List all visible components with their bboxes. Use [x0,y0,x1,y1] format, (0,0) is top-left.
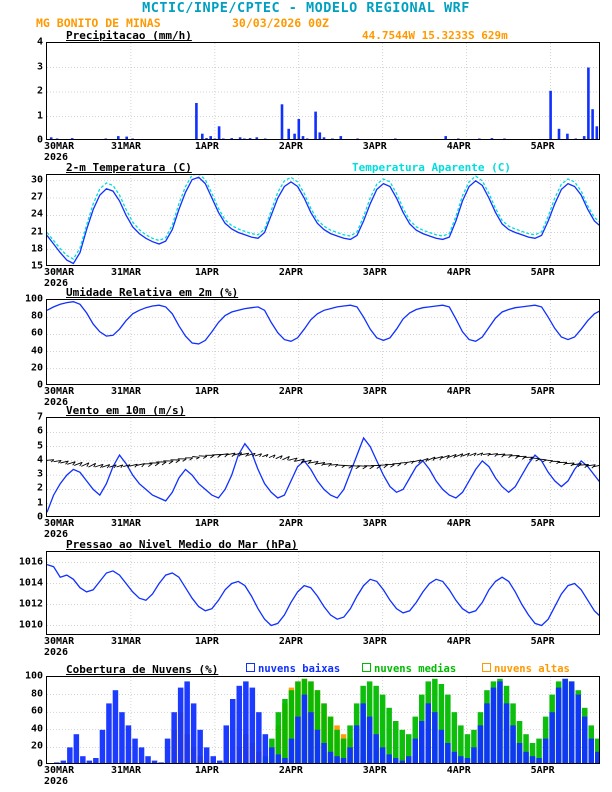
x-tick-label: 3APR [362,386,387,397]
y-tick-label: 1010 [18,619,43,630]
y-tick-label: 4 [36,36,43,48]
x-tick-label: 5APR [530,141,555,152]
year-label: 2026 [44,397,69,408]
x-tick-label: 30MAR [44,518,75,529]
y-tick-label: 30 [30,174,43,186]
x-tick-label: 30MAR [44,636,75,647]
y-tick-label: 40 [30,723,43,735]
y-tick-label: 1 [36,110,43,121]
x-tick-label: 4APR [446,386,471,397]
y-tick-label: 100 [24,670,43,682]
y-tick-label: 1012 [18,598,43,609]
y-tick-label: 80 [30,688,43,700]
x-tick-label: 3APR [362,518,387,529]
x-tick-label: 4APR [446,141,471,152]
y-tick-label: 1 [36,497,43,509]
y-tick-label: 20 [30,740,43,752]
x-tick-label: 2APR [278,386,303,397]
chart-legend-nuvens-altas: nuvens altas [482,663,570,675]
chart-title-temperature: 2-m Temperatura (C) [66,161,192,174]
x-tick-label: 1APR [194,386,219,397]
y-tick-label: 0 [36,379,43,391]
chart-title-cloud-cover: Cobertura de Nuvens (%) [66,663,219,676]
chart-legend-apparent-temp: Temperatura Aparente (C) [352,161,511,174]
x-tick-label: 31MAR [110,636,142,647]
year-label: 2026 [44,278,69,289]
y-tick-label: 15 [30,260,43,272]
y-tick-label: 6 [36,425,43,437]
y-tick-label: 1016 [18,556,43,567]
y-tick-label: 3 [36,61,43,72]
y-tick-label: 100 [24,293,43,305]
x-tick-label: 30MAR [44,267,75,278]
x-tick-label: 5APR [530,518,555,529]
x-tick-label: 31MAR [110,141,142,152]
y-tick-label: 3 [36,468,43,480]
x-tick-label: 3APR [362,636,387,647]
plot-area-relative-humidity [46,299,600,385]
x-tick-label: 31MAR [110,386,142,397]
x-tick-label: 4APR [446,518,471,529]
year-label: 2026 [44,776,69,787]
plot-area-precipitation [46,42,600,140]
chart-title-wind-10m: Vento em 10m (m/s) [66,404,186,417]
x-tick-label: 2APR [278,765,303,776]
x-tick-label: 2APR [278,267,303,278]
x-tick-label: 3APR [362,267,387,278]
year-label: 2026 [44,529,69,540]
x-tick-label: 2APR [278,518,303,529]
y-tick-label: 0 [36,511,43,523]
chart-title-precipitation: Precipitacao (mm/h) [66,29,192,42]
y-tick-label: 0 [36,134,43,146]
station-name: MG BONITO DE MINAS [36,16,161,30]
x-tick-label: 30MAR [44,765,75,776]
chart-legend-nuvens-baixas: nuvens baixas [246,663,340,675]
x-tick-label: 4APR [446,267,471,278]
y-tick-label: 60 [30,327,43,339]
y-tick-label: 80 [30,310,43,322]
chart-title-relative-humidity: Umidade Relativa em 2m (%) [66,286,239,299]
x-tick-label: 5APR [530,765,555,776]
x-tick-label: 2APR [278,636,303,647]
x-tick-label: 1APR [194,765,219,776]
plot-area-cloud-cover [46,676,600,764]
x-tick-label: 5APR [530,267,555,278]
x-tick-label: 4APR [446,765,471,776]
y-tick-label: 24 [30,208,43,220]
x-tick-label: 1APR [194,141,219,152]
chart-title-mslp: Pressao ao Nivel Medio do Mar (hPa) [66,538,298,551]
coordinates-label: 44.7544W 15.3233S 629m [362,29,508,42]
x-tick-label: 5APR [530,386,555,397]
y-tick-label: 20 [30,362,43,374]
y-tick-label: 40 [30,345,43,357]
plot-area-wind-10m [46,417,600,517]
x-tick-label: 30MAR [44,386,75,397]
x-tick-label: 31MAR [110,765,142,776]
y-tick-label: 21 [30,226,43,237]
year-label: 2026 [44,647,69,658]
chart-legend-nuvens-medias: nuvens medias [362,663,456,675]
x-tick-label: 3APR [362,141,387,152]
y-tick-label: 60 [30,705,43,717]
y-tick-label: 7 [36,411,43,423]
year-label: 2026 [44,152,69,163]
x-tick-label: 4APR [446,636,471,647]
y-tick-label: 18 [30,243,43,255]
x-tick-label: 5APR [530,636,555,647]
plot-area-mslp [46,551,600,635]
y-tick-label: 27 [30,191,43,203]
y-tick-label: 0 [36,758,43,770]
x-tick-label: 3APR [362,765,387,776]
x-tick-label: 31MAR [110,518,142,529]
x-tick-label: 2APR [278,141,303,152]
x-tick-label: 31MAR [110,267,142,278]
x-tick-label: 1APR [194,636,219,647]
y-tick-label: 4 [36,454,43,466]
subheader [0,16,612,30]
plot-area-temperature [46,174,600,266]
run-datetime: 30/03/2026 00Z [232,16,329,30]
y-tick-label: 2 [36,482,43,494]
x-tick-label: 30MAR [44,141,75,152]
page-title: MCTIC/INPE/CPTEC - MODELO REGIONAL WRF [142,0,470,16]
y-tick-label: 2 [36,85,43,97]
x-tick-label: 1APR [194,518,219,529]
x-tick-label: 1APR [194,267,219,278]
y-tick-label: 5 [36,440,43,452]
y-tick-label: 1014 [18,577,43,588]
